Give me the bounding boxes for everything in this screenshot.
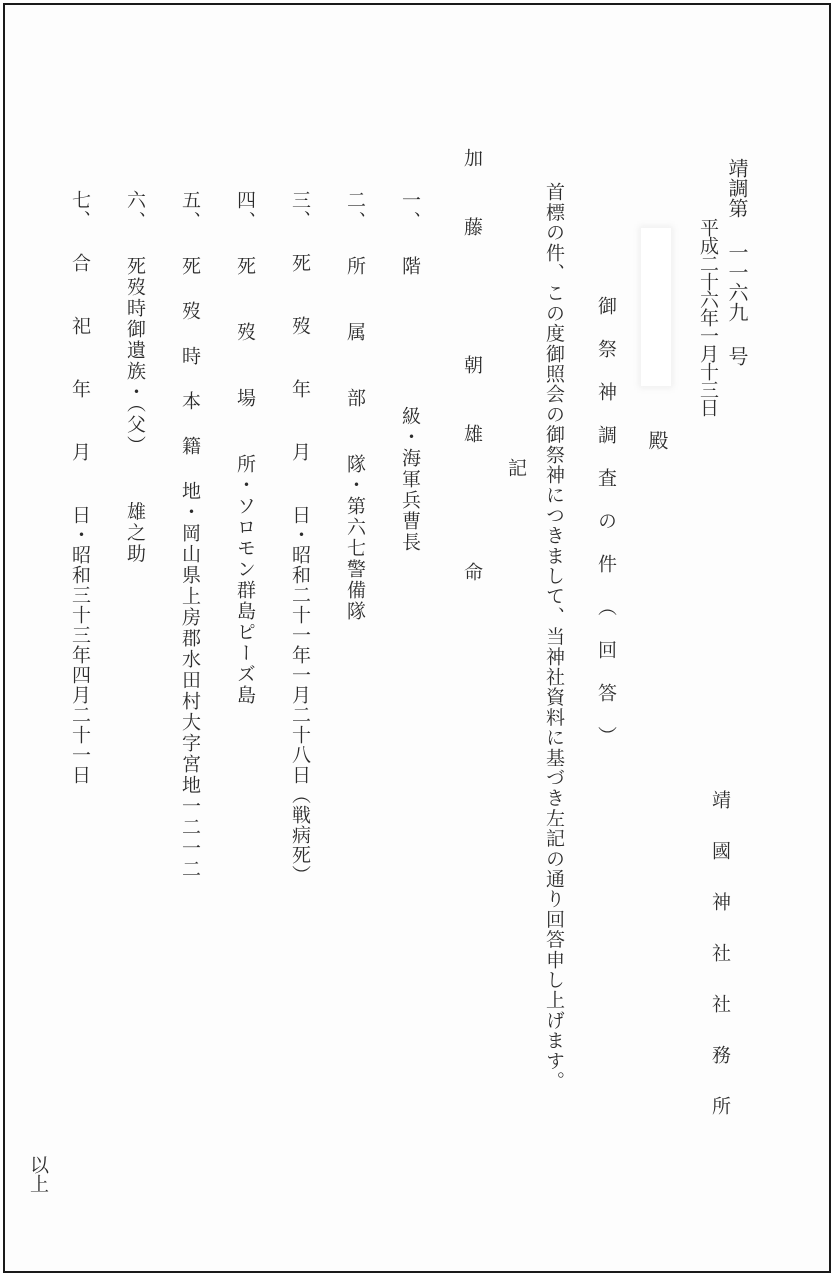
addressee-suffix: 殿 — [645, 430, 669, 450]
document-date: 平成二十六年一月十三日 — [697, 218, 719, 416]
item-family: 六、 死歿時御遺族・（父） 雄之助 — [124, 190, 146, 565]
deceased-name: 加 藤 朝 雄 命 — [461, 148, 483, 595]
item-domicile: 五、 死 歿 時 本 籍 地・岡山県上房郡水田村大字宮地一二一二 — [179, 190, 201, 880]
closing-mark: 以上 — [27, 1155, 49, 1193]
body-text: 首標の件、この度御照会の御祭神につきまして、当神社資料に基づき左記の通り回答申し上げます。 — [543, 182, 565, 1091]
item-enshrinement-date: 七、 合 祀 年 月 日・昭和三十三年四月二十一日 — [69, 190, 91, 785]
reference-number: 靖調第 一一六九 号 — [725, 158, 749, 366]
ki-heading: 記 — [505, 458, 527, 477]
subject-title: 御 祭 神 調 査 の 件 （ 回 答 ） — [595, 296, 617, 746]
item-unit: 二、 所 属 部 隊・第六七警備隊 — [344, 190, 366, 622]
item-rank: 一、 階 級・海軍兵曹長 — [399, 190, 421, 553]
item-death-place: 四、 死 歿 場 所・ソロモン群島ピーズ島 — [234, 190, 256, 706]
redacted-addressee — [641, 228, 671, 386]
sender-name: 靖 國 神 社 社 務 所 — [709, 790, 731, 1120]
item-death-date: 三、 死 歿 年 月 日・昭和二十一年一月二十八日（戦病死） — [289, 190, 311, 885]
